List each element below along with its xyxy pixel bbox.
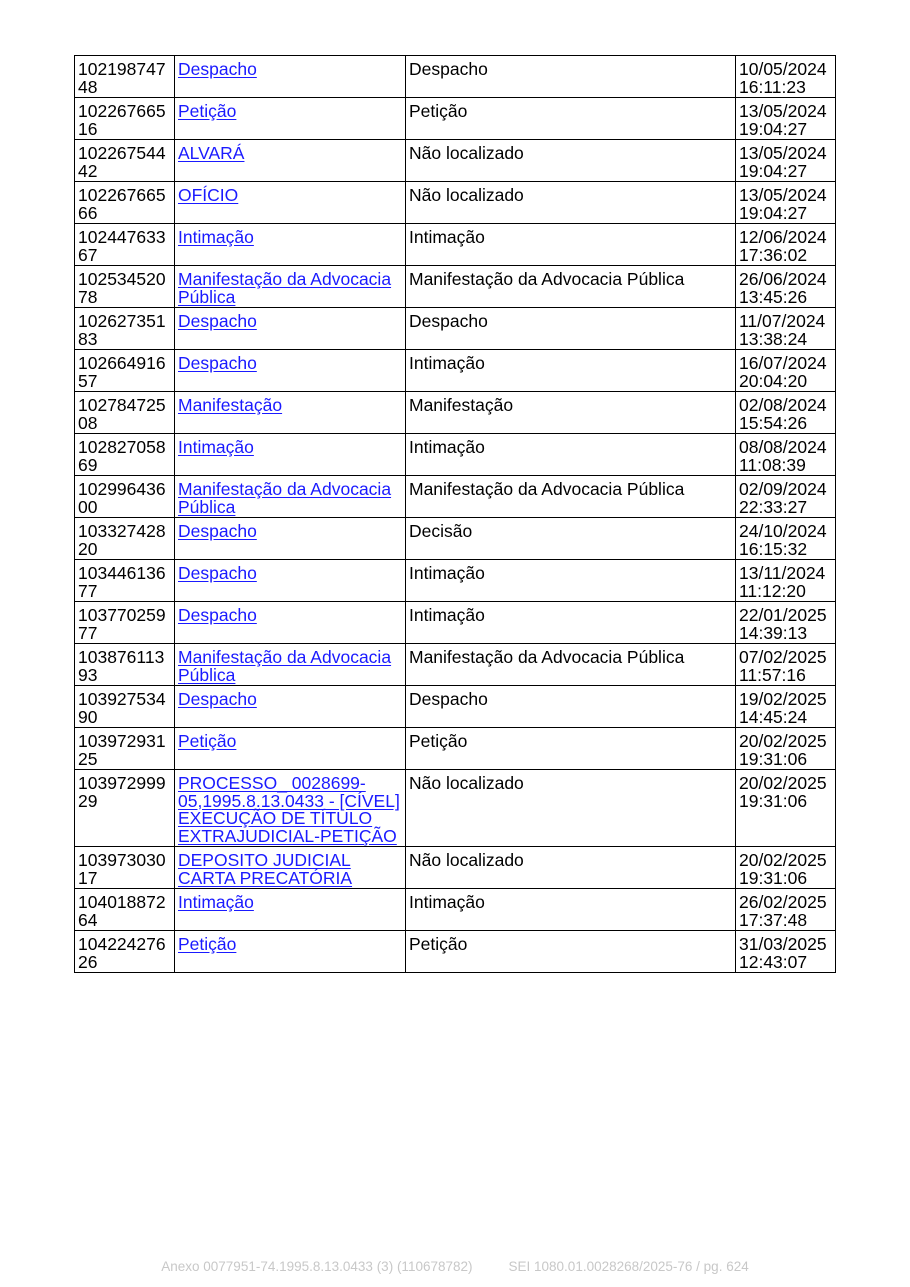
document-link-cell [175,392,406,434]
table-row [75,56,836,98]
document-id-cell: 10392753490 [75,686,175,728]
document-datetime-cell [736,518,836,560]
document-id-cell: 10387611393 [75,644,175,686]
document-type-cell: Despacho [406,686,736,728]
page-footer [0,1259,910,1274]
document-link[interactable]: Despacho [178,353,257,373]
document-date: 10/05/2024 [739,59,827,79]
document-datetime-cell [736,266,836,308]
table-row [75,686,836,728]
document-link-cell [175,847,406,889]
document-datetime-cell [736,224,836,266]
document-link-cell [175,434,406,476]
document-time: 12:43:07 [739,951,808,972]
document-link[interactable]: Despacho [178,563,257,583]
document-datetime-cell [736,182,836,224]
document-time: 19:04:27 [739,118,808,139]
document-link-cell [175,931,406,973]
document-id-cell: 10244763367 [75,224,175,266]
document-time: 13:38:24 [739,328,808,349]
document-link-cell [175,560,406,602]
document-link[interactable]: Intimação [178,227,254,247]
document-datetime-cell [736,98,836,140]
table-row [75,847,836,889]
document-datetime-cell [736,770,836,847]
document-datetime-cell [736,847,836,889]
document-id-cell: 10278472508 [75,392,175,434]
document-id-cell: 10332742820 [75,518,175,560]
document-link[interactable]: Despacho [178,59,257,79]
document-type-cell: Petição [406,728,736,770]
document-type-cell: Não localizado [406,140,736,182]
document-date: 16/07/2024 [739,353,827,373]
document-time: 14:39:13 [739,622,808,643]
document-time: 19:31:06 [739,748,808,769]
table-row [75,98,836,140]
table-row [75,518,836,560]
table-row [75,728,836,770]
document-type-cell: Intimação [406,889,736,931]
table-row [75,224,836,266]
table-row [75,308,836,350]
document-time: 13:45:26 [739,286,808,307]
document-id-cell: 10299643600 [75,476,175,518]
document-link[interactable]: Manifestação da Advocacia Pública [178,647,392,685]
document-type-cell: Despacho [406,308,736,350]
document-link-cell [175,140,406,182]
document-link-cell [175,308,406,350]
table-row [75,560,836,602]
document-type-cell: Manifestação da Advocacia Pública [406,266,736,308]
document-date: 13/05/2024 [739,143,827,163]
document-time: 16:11:23 [739,76,806,97]
document-link-cell [175,56,406,98]
documents-table-body [75,56,836,973]
document-time: 11:08:39 [739,454,806,475]
document-id-cell: 10253452078 [75,266,175,308]
document-time: 14:45:24 [739,706,808,727]
document-time: 15:54:26 [739,412,808,433]
document-link-cell [175,644,406,686]
document-id-cell: 10344613677 [75,560,175,602]
table-row [75,889,836,931]
document-id-cell: 10262735183 [75,308,175,350]
document-time: 16:15:32 [739,538,808,559]
table-row [75,476,836,518]
document-link[interactable]: PROCESSO_ 0028699-05,1995.8.13.0433 - [CÍVEL] EXECUÇÃO DE TÍTULO EXTRAJUDICIAL-PETIÇÃO [178,773,400,846]
document-link[interactable]: Manifestação [178,395,283,415]
document-type-cell: Petição [406,931,736,973]
document-link[interactable]: Intimação [178,437,254,457]
document-date: 13/11/2024 [739,563,826,583]
document-date: 26/02/2025 [739,892,827,912]
document-datetime-cell [736,476,836,518]
document-link[interactable]: Petição [178,101,237,121]
document-date: 13/05/2024 [739,101,827,121]
document-date: 02/08/2024 [739,395,827,415]
document-date: 26/06/2024 [739,269,827,289]
document-id-cell: 10377025977 [75,602,175,644]
document-date: 08/08/2024 [739,437,827,457]
document-datetime-cell [736,560,836,602]
document-type-cell: Intimação [406,350,736,392]
document-id-cell: 10219874748 [75,56,175,98]
document-type-cell: Manifestação da Advocacia Pública [406,644,736,686]
document-link-cell [175,98,406,140]
table-row [75,434,836,476]
document-time: 20:04:20 [739,370,808,391]
document-link[interactable]: OFÍCIO [178,185,239,205]
document-link[interactable]: Despacho [178,311,257,331]
document-link-cell [175,182,406,224]
table-row [75,770,836,847]
document-date: 12/06/2024 [739,227,827,247]
document-date: 22/01/2025 [739,605,827,625]
document-time: 22:33:27 [739,496,808,517]
table-row [75,266,836,308]
document-datetime-cell [736,434,836,476]
document-datetime-cell [736,350,836,392]
document-time: 19:31:06 [739,790,808,811]
document-datetime-cell [736,889,836,931]
document-id-cell: 10397293125 [75,728,175,770]
document-link-cell [175,889,406,931]
document-id-cell: 10397303017 [75,847,175,889]
document-link-cell [175,350,406,392]
document-link-cell [175,266,406,308]
document-link-cell [175,602,406,644]
document-link[interactable]: Petição [178,934,237,954]
document-link[interactable]: DEPOSITO JUDICIAL CARTA PRECATÓRIA [178,850,353,888]
document-link-cell [175,728,406,770]
document-link-cell [175,476,406,518]
document-id-cell: 10397299929 [75,770,175,847]
document-type-cell: Despacho [406,56,736,98]
document-link[interactable]: Despacho [178,521,257,541]
document-type-cell: Não localizado [406,770,736,847]
footer-annex: Anexo 0077951-74.1995.8.13.0433 (3) (110678782) [161,1259,473,1274]
document-id-cell: 10401887264 [75,889,175,931]
document-datetime-cell [736,140,836,182]
document-id-cell: 10282705869 [75,434,175,476]
document-type-cell: Petição [406,98,736,140]
document-time: 11:57:16 [739,664,806,685]
document-link-cell [175,686,406,728]
document-date: 20/02/2025 [739,850,827,870]
document-type-cell: Intimação [406,224,736,266]
document-date: 31/03/2025 [739,934,827,954]
document-time: 17:36:02 [739,244,808,265]
document-id-cell: 10226766516 [75,98,175,140]
document-id-cell: 10226766566 [75,182,175,224]
document-date: 11/07/2024 [739,311,826,331]
document-id-cell: 10422427626 [75,931,175,973]
document-link[interactable]: Manifestação da Advocacia Pública [178,269,392,307]
document-type-cell: Intimação [406,434,736,476]
document-datetime-cell [736,392,836,434]
document-date: 20/02/2025 [739,773,827,793]
document-link[interactable]: ALVARÁ [178,143,245,163]
document-link[interactable]: Intimação [178,892,254,912]
document-link-cell [175,770,406,847]
document-date: 02/09/2024 [739,479,827,499]
document-date: 19/02/2025 [739,689,827,709]
document-type-cell: Não localizado [406,847,736,889]
table-row [75,140,836,182]
document-datetime-cell [736,308,836,350]
document-link[interactable]: Despacho [178,689,257,709]
document-time: 11:12:20 [739,580,806,601]
footer-sei-page: SEI 1080.01.0028268/2025-76 / pg. 624 [508,1259,749,1274]
document-type-cell: Manifestação da Advocacia Pública [406,476,736,518]
table-row [75,931,836,973]
table-row [75,350,836,392]
document-datetime-cell [736,56,836,98]
document-date: 07/02/2025 [739,647,827,667]
document-id-cell: 10226754442 [75,140,175,182]
document-datetime-cell [736,644,836,686]
document-time: 19:04:27 [739,160,808,181]
document-type-cell: Intimação [406,560,736,602]
document-datetime-cell [736,602,836,644]
document-datetime-cell [736,728,836,770]
table-row [75,644,836,686]
document-date: 13/05/2024 [739,185,827,205]
document-type-cell: Intimação [406,602,736,644]
document-link-cell [175,224,406,266]
document-time: 19:31:06 [739,867,808,888]
document-link-cell [175,518,406,560]
document-type-cell: Decisão [406,518,736,560]
document-time: 17:37:48 [739,909,808,930]
documents-table [74,55,836,973]
document-datetime-cell [736,686,836,728]
document-time: 19:04:27 [739,202,808,223]
document-type-cell: Não localizado [406,182,736,224]
table-row [75,602,836,644]
document-link[interactable]: Petição [178,731,237,751]
document-date: 24/10/2024 [739,521,827,541]
document-date: 20/02/2025 [739,731,827,751]
table-row [75,392,836,434]
document-datetime-cell [736,931,836,973]
document-type-cell: Manifestação [406,392,736,434]
table-row [75,182,836,224]
document-id-cell: 10266491657 [75,350,175,392]
document-link[interactable]: Despacho [178,605,257,625]
document-link[interactable]: Manifestação da Advocacia Pública [178,479,392,517]
